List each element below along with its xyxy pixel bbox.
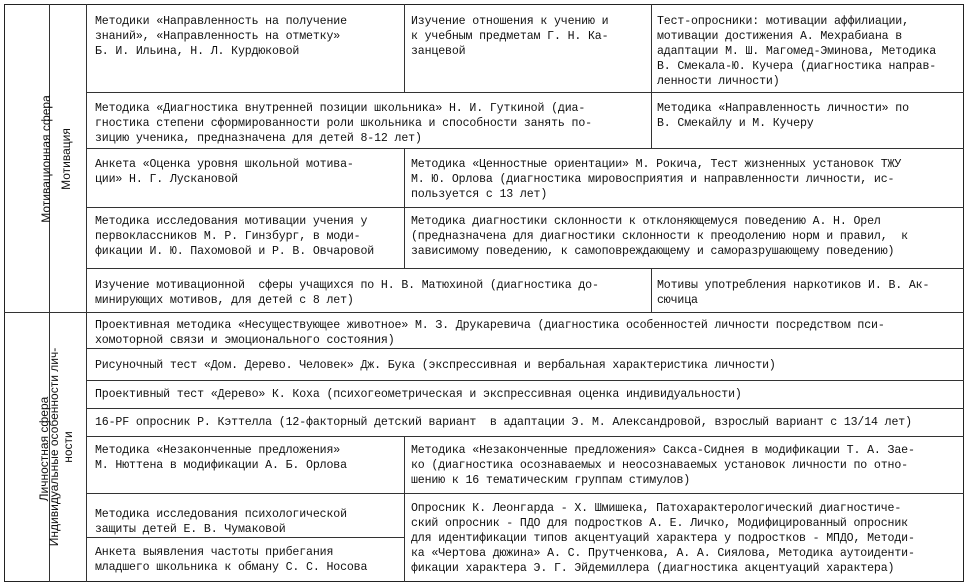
motivation-sphere-label: Мотивационная сфера — [39, 95, 53, 223]
cell-motivation-r4c1: Методика исследования мотивации учения у первоклассников М. Р. Гинзбург, в моди- фикации И. Ю. Пахомовой и Р. В. Овчаровой — [95, 215, 375, 258]
cell-motivation-r2c2: Методика «Направленность личности» по В. Смекайлу и М. Кучеру — [657, 102, 909, 130]
motivation-label: Мотивация — [59, 128, 73, 190]
row-divider — [86, 268, 964, 269]
cell-motivation-r5c2: Мотивы употребления наркотиков И. В. Ак- сючица — [657, 279, 930, 307]
individual-features-label: Индивидуальные особенности лич- ности — [47, 347, 75, 547]
row-divider — [86, 207, 964, 208]
column-divider — [404, 148, 405, 207]
column-divider — [651, 92, 652, 148]
row-divider — [86, 436, 964, 437]
cell-motivation-r2c1: Методика «Диагностика внутренней позиции школьника» Н. И. Гуткиной (диа- гностика степени сформированности роли школьника и способности занять по- зицию ученика, предназначена для детей 8-12 лет) — [95, 102, 592, 145]
cell-motivation-r4c2: Методика диагностики склонности к отклоняющемуся поведению А. Н. Орел (предназначена для диагностики склонности к преодолению норм и правил, к зависимому поведению, к самоповреждающему и саморазрушающему поведению) — [411, 215, 908, 258]
column-divider — [86, 4, 87, 582]
cell-personal-p3: Проективный тест «Дерево» К. Коха (психогеометрическая и экспрессивная оценка индивидуальности) — [95, 388, 742, 401]
cell-motivation-r3c2: Методика «Ценностные ориентации» М. Рокича, Тест жизненных установок ТЖУ М. Ю. Орлова (диагностика мировосприятия и направленности личности, ис- пользуется с 13 лет) — [411, 158, 902, 201]
cell-personal-p6c2: Опросник К. Леонгарда - Х. Шмишека, Патохарактерологический диагностиче- ский опросник - ПДО для подростков А. Е. Личко, Модифицированный опросник для идентификации типов акцентуаций характера у подростков - МПДО, Методи- ка «Чертова дюжина» А. С. Прутченкова, А. А. Сиялова, Методика аутоиденти- фикации характера Э. Г. Эйдемиллера (диагностика акцентуаций характера) — [411, 502, 915, 575]
cell-motivation-r3c1: Анкета «Оценка уровня школьной мотива- ции» Н. Г. Лускановой — [95, 158, 354, 186]
cell-motivation-r1c1: Методики «Направленность на получение знаний», «Направленность на отметку» Б. И. Ильина, Н. Л. Курдюковой — [95, 15, 347, 58]
row-divider — [86, 537, 404, 538]
row-divider — [86, 148, 964, 149]
cell-personal-p7c1: Анкета выявления частоты прибегания младшего школьника к обману С. С. Носова — [95, 546, 368, 574]
row-divider — [86, 408, 964, 409]
cell-motivation-r1c2: Изучение отношения к учению и к учебным предметам Г. Н. Ка- занцевой — [411, 15, 609, 58]
cell-personal-p2: Рисуночный тест «Дом. Дерево. Человек» Дж. Бука (экспрессивная и вербальная характеристика личности) — [95, 359, 776, 372]
section-divider — [4, 312, 964, 313]
cell-personal-p5c1: Методика «Незаконченные предложения» М. Нюттена в модификации А. Б. Орлова — [95, 444, 347, 472]
column-divider — [651, 268, 652, 312]
cell-personal-p5c2: Методика «Незаконченные предложения» Сакса-Сиднея в модификации Т. А. Зае- ко (диагностика осознаваемых и неосознаваемых установок личности по отно- шению к 16 тематическим группам стимулов) — [411, 444, 915, 487]
cell-motivation-r5c1: Изучение мотивационной сферы учащихся по Н. В. Матюхиной (диагностика до- минирующих мотивов, для детей с 8 лет) — [95, 279, 599, 307]
row-divider — [86, 493, 964, 494]
cell-personal-p1: Проективная методика «Несуществующее животное» М. З. Друкаревича (диагностика особенностей личности посредством пси- хомоторной связи и эмоционального состояния) — [95, 319, 885, 347]
row-divider — [86, 348, 964, 349]
cell-personal-p4: 16-PF опросник Р. Кэттелла (12-факторный детский вариант в адаптации Э. М. Александровой, взрослый вариант с 13/14 лет) — [95, 416, 912, 429]
column-divider — [404, 436, 405, 582]
row-divider — [86, 92, 964, 93]
cell-personal-p6c1: Методика исследования психологической защиты детей Е. В. Чумаковой — [95, 508, 347, 536]
row-divider — [86, 380, 964, 381]
personal-sphere-label: Личностная сфера — [37, 396, 51, 502]
column-divider — [404, 4, 405, 92]
column-divider — [404, 207, 405, 268]
column-divider — [651, 4, 652, 92]
cell-motivation-r1c3: Тест-опросники: мотивации аффилиации, мотивации достижения А. Мехрабиана в адаптации М. Ш. Магомед-Эминова, Методика В. Смекала-Ю. Кучера (диагностика направ- ленности личности) — [657, 15, 937, 88]
